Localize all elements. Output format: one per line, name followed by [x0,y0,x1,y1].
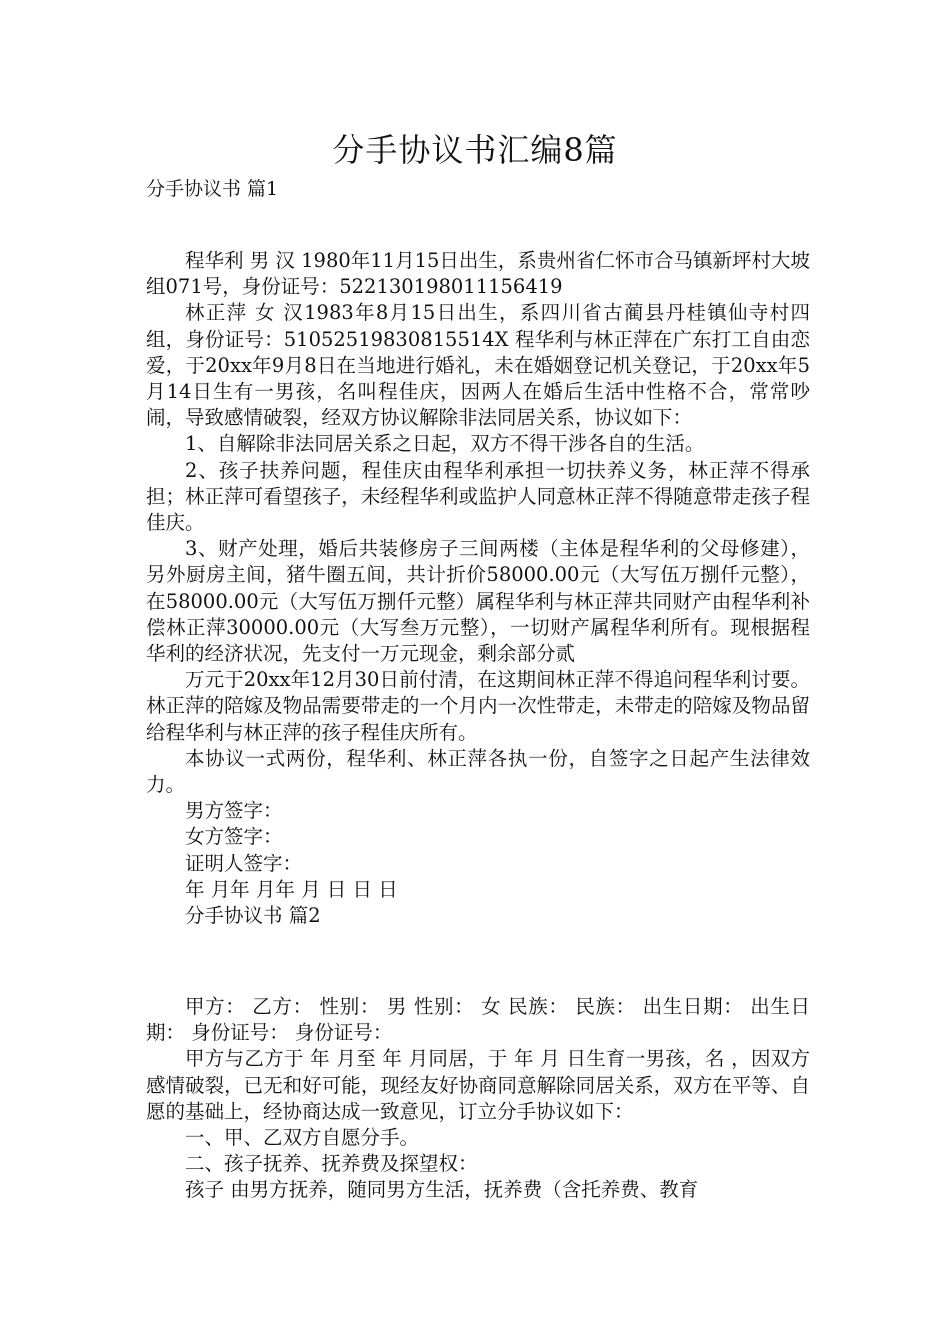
paragraph-child-custody: 孩子 由男方抚养，随同男方生活，抚养费（含托养费、教育 [185,1178,699,1202]
paragraph-parties-info: 甲方： 乙方： 性别： 男 性别： 女 民族： 民族： 出生日期： 出生日期： 身份证号： 身份证号： [146,995,810,1045]
signature-dates: 年 月年 月年 月 日 日 日 [185,877,398,901]
paragraph-party-a: 程华利 男 汉 1980年11月15日出生，系贵州省仁怀市合马镇新坪村大坡组071号，身份证号：522130198011156419 [146,249,810,299]
signature-female: 女方签字： [185,825,283,849]
section-heading-1: 分手协议书 篇1 [146,178,279,200]
signature-male: 男方签字： [185,799,283,823]
paragraph-cohabitation: 甲方与乙方于 年 月至 年 月同居，于 年 月 日生育一男孩，名 ，因双方感情破裂，已无和好可能，现经友好协商同意解除同居关系，双方在平等、自愿的基础上，经协商达成一致意见，订立分手协议如下： [146,1047,810,1123]
paragraph-item-1: 一、甲、乙双方自愿分手。 [185,1126,420,1150]
section-body-1 [146,248,810,929]
paragraph-effect: 本协议一式两份，程华利、林正萍各执一份，自签字之日起产生法律效力。 [146,746,810,797]
signature-witness: 证明人签字： [185,851,303,875]
paragraph-clause-1: 1、自解除非法同居关系之日起，双方不得干涉各自的生活。 [185,432,705,456]
section-heading-2: 分手协议书 篇2 [185,904,321,928]
paragraph-clause-2: 2、孩子扶养问题，程佳庆由程华利承担一切扶养义务，林正萍不得承担；林正萍可看望孩子，未经程华利或监护人同意林正萍不得随意带走孩子程佳庆。 [146,458,810,535]
paragraph-party-b: 林正萍 女 汉1983年8月15日出生，系四川省古蔺县丹桂镇仙寺村四组，身份证号：51052519830815514X 程华利与林正萍在广东打工自由恋爱，于20xx年9月8日在当地进行婚礼，未在婚姻登记机关登记，于20xx年5月14日生有一男孩，名叫程佳庆，因两人在婚后生活中性格不合，常常吵闹，导致感情破裂，经双方协议解除非法同居关系，协议如下： [146,301,810,430]
paragraph-clause-3-cont: 万元于20xx年12月30日前付清，在这期间林正萍不得追问程华利讨要。林正萍的陪嫁及物品需要带走的一个月内一次性带走，未带走的陪嫁及物品留给程华利与林正萍的孩子程佳庆所有。 [146,668,810,744]
document-title: 分手协议书汇编8篇 [332,131,618,169]
section-body-2 [146,994,810,1204]
paragraph-clause-3: 3、财产处理，婚后共装修房子三间两楼（主体是程华利的父母修建），另外厨房主间，猪牛圈五间，共计折价58000.00元（大写伍万捌仟元整），在58000.00元（大写伍万捌仟元整）属程华利与林正萍共同财产由程华利补偿林正萍30000.00元（大写叁万元整），一切财产属程华利所有。现根据程华利的经济状况，先支付一万元现金，剩余部分贰 [146,537,810,666]
paragraph-item-2: 二、孩子抚养、抚养费及探望权： [185,1152,478,1176]
